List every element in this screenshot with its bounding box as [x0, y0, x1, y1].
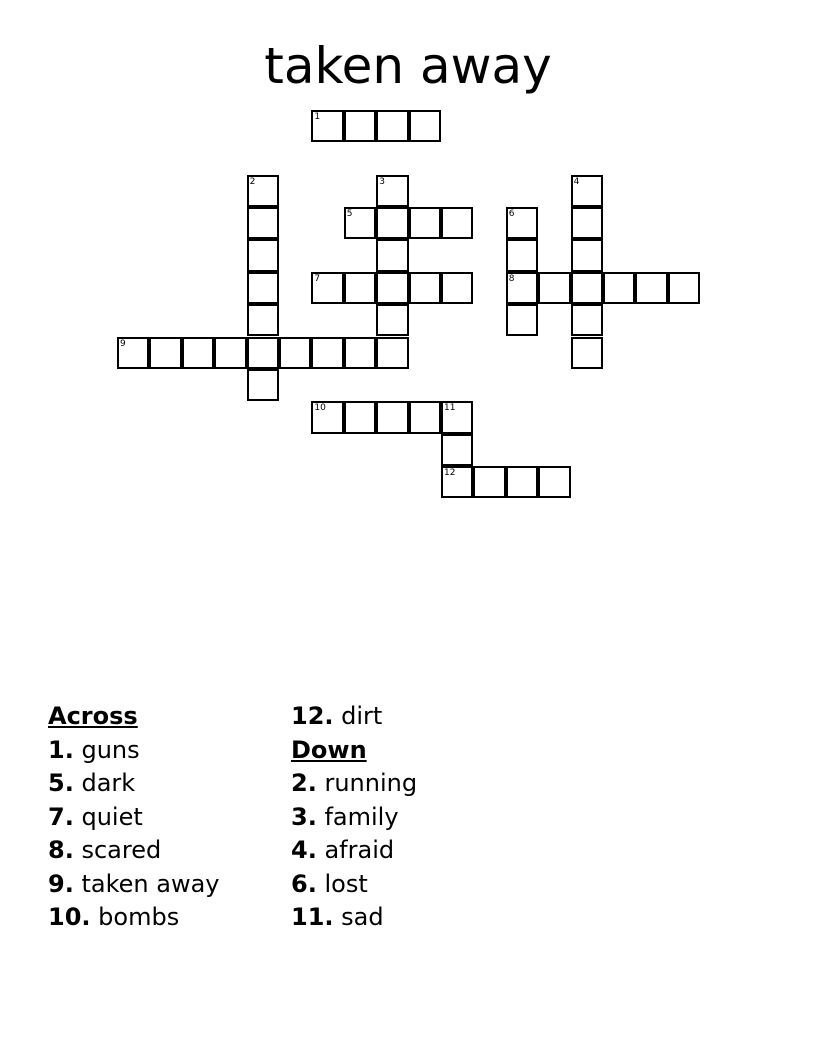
grid-cell[interactable]	[441, 401, 473, 433]
grid-cell[interactable]	[376, 272, 408, 304]
grid-cell[interactable]	[409, 401, 441, 433]
grid-cell[interactable]	[247, 207, 279, 239]
grid-cell[interactable]	[473, 466, 505, 498]
grid-cell[interactable]	[376, 207, 408, 239]
grid-cell[interactable]	[571, 272, 603, 304]
grid-cell[interactable]	[214, 337, 246, 369]
grid-cell[interactable]	[506, 304, 538, 336]
clue-item-text: scared	[81, 836, 162, 864]
grid-cell[interactable]	[571, 207, 603, 239]
clue-column-left	[48, 700, 219, 935]
clue-item-number: 7.	[48, 802, 74, 831]
clue-item-number: 1.	[48, 735, 74, 764]
grid-cell[interactable]	[311, 272, 343, 304]
clue-number-label: 8	[508, 273, 515, 284]
clue-number-label: 4	[573, 176, 580, 187]
grid-cell[interactable]	[182, 337, 214, 369]
clue-heading: Across	[48, 702, 138, 730]
clue-item	[291, 801, 417, 835]
grid-cell[interactable]	[668, 272, 700, 304]
grid-cell[interactable]	[538, 272, 570, 304]
grid-cell[interactable]	[247, 369, 279, 401]
grid-cell[interactable]	[506, 239, 538, 271]
clue-item-number: 12.	[291, 702, 334, 730]
grid-cell[interactable]	[409, 272, 441, 304]
grid-cell[interactable]	[538, 466, 570, 498]
grid-cell[interactable]	[344, 401, 376, 433]
grid-cell[interactable]	[409, 207, 441, 239]
crossword-grid	[0, 0, 816, 520]
grid-cell[interactable]	[311, 401, 343, 433]
grid-cell[interactable]	[441, 466, 473, 498]
clue-item-number: 9.	[48, 869, 74, 898]
clue-item-text: afraid	[324, 836, 395, 864]
grid-cell[interactable]	[311, 110, 343, 142]
clue-number-label: 5	[346, 208, 353, 219]
grid-cell[interactable]	[506, 272, 538, 304]
clue-list	[48, 700, 548, 940]
grid-cell[interactable]	[376, 110, 408, 142]
clue-item-number: 2.	[291, 769, 317, 797]
clue-item-text: dark	[81, 769, 136, 797]
clue-item-text: running	[324, 769, 418, 797]
clue-item	[48, 834, 219, 868]
grid-cell[interactable]	[376, 239, 408, 271]
clue-item-text: lost	[324, 869, 368, 898]
clue-item	[291, 901, 417, 935]
clue-item-number: 10.	[48, 903, 91, 931]
clue-item-text: bombs	[98, 903, 180, 931]
grid-cell[interactable]	[376, 304, 408, 336]
grid-cell[interactable]	[603, 272, 635, 304]
grid-cell[interactable]	[279, 337, 311, 369]
clue-item-text: taken away	[81, 869, 220, 898]
clue-item	[291, 868, 417, 902]
clue-column-right	[291, 700, 417, 935]
grid-cell[interactable]	[344, 110, 376, 142]
clue-item-text: dirt	[341, 702, 383, 730]
grid-cell[interactable]	[376, 175, 408, 207]
clue-item-text: quiet	[81, 802, 143, 831]
grid-cell[interactable]	[311, 337, 343, 369]
clue-item	[48, 767, 219, 801]
clue-number-label: 9	[120, 338, 126, 349]
clue-number-label: 2	[249, 176, 256, 187]
grid-cell[interactable]	[441, 434, 473, 466]
grid-cell[interactable]	[506, 207, 538, 239]
grid-cell[interactable]	[117, 337, 149, 369]
puzzle-title: taken away	[264, 37, 552, 95]
grid-cell[interactable]	[409, 110, 441, 142]
grid-cell[interactable]	[344, 272, 376, 304]
clue-item	[291, 700, 417, 734]
clue-item-text: guns	[81, 735, 140, 764]
clue-item-number: 8.	[48, 836, 74, 864]
clue-number-label: 3	[379, 176, 385, 187]
clue-item	[48, 901, 219, 935]
clue-item	[291, 834, 417, 868]
clue-item-number: 3.	[291, 802, 317, 831]
clue-item-text: sad	[341, 903, 384, 931]
clue-item	[48, 801, 219, 835]
clue-item-number: 5.	[48, 769, 74, 797]
grid-cell[interactable]	[247, 239, 279, 271]
grid-cell[interactable]	[571, 239, 603, 271]
grid-cell[interactable]	[247, 175, 279, 207]
grid-cell[interactable]	[344, 337, 376, 369]
grid-cell[interactable]	[376, 401, 408, 433]
clue-number-label: 10	[314, 403, 326, 414]
grid-cell[interactable]	[571, 175, 603, 207]
grid-cell[interactable]	[247, 304, 279, 336]
grid-cell[interactable]	[149, 337, 181, 369]
clue-item-number: 4.	[291, 836, 317, 864]
grid-cell[interactable]	[571, 337, 603, 369]
clue-item-text: family	[324, 802, 399, 831]
grid-cell[interactable]	[247, 337, 279, 369]
clue-item	[48, 868, 219, 902]
clue-item	[48, 734, 219, 768]
grid-cell[interactable]	[247, 272, 279, 304]
clue-item	[291, 767, 417, 801]
grid-cell[interactable]	[571, 304, 603, 336]
clue-number-label: 11	[444, 403, 456, 414]
grid-cell[interactable]	[376, 337, 408, 369]
grid-cell[interactable]	[506, 466, 538, 498]
grid-cell[interactable]	[635, 272, 667, 304]
grid-cell[interactable]	[344, 207, 376, 239]
clue-number-label: 7	[314, 273, 321, 284]
clue-heading: Down	[291, 735, 367, 764]
grid-cell[interactable]	[441, 207, 473, 239]
clue-item-number: 11.	[291, 903, 334, 931]
clue-number-label: 12	[444, 468, 456, 479]
clue-number-label: 6	[508, 208, 515, 219]
clue-number-label: 1	[314, 112, 321, 122]
grid-cell[interactable]	[441, 272, 473, 304]
clue-item-number: 6.	[291, 869, 317, 898]
